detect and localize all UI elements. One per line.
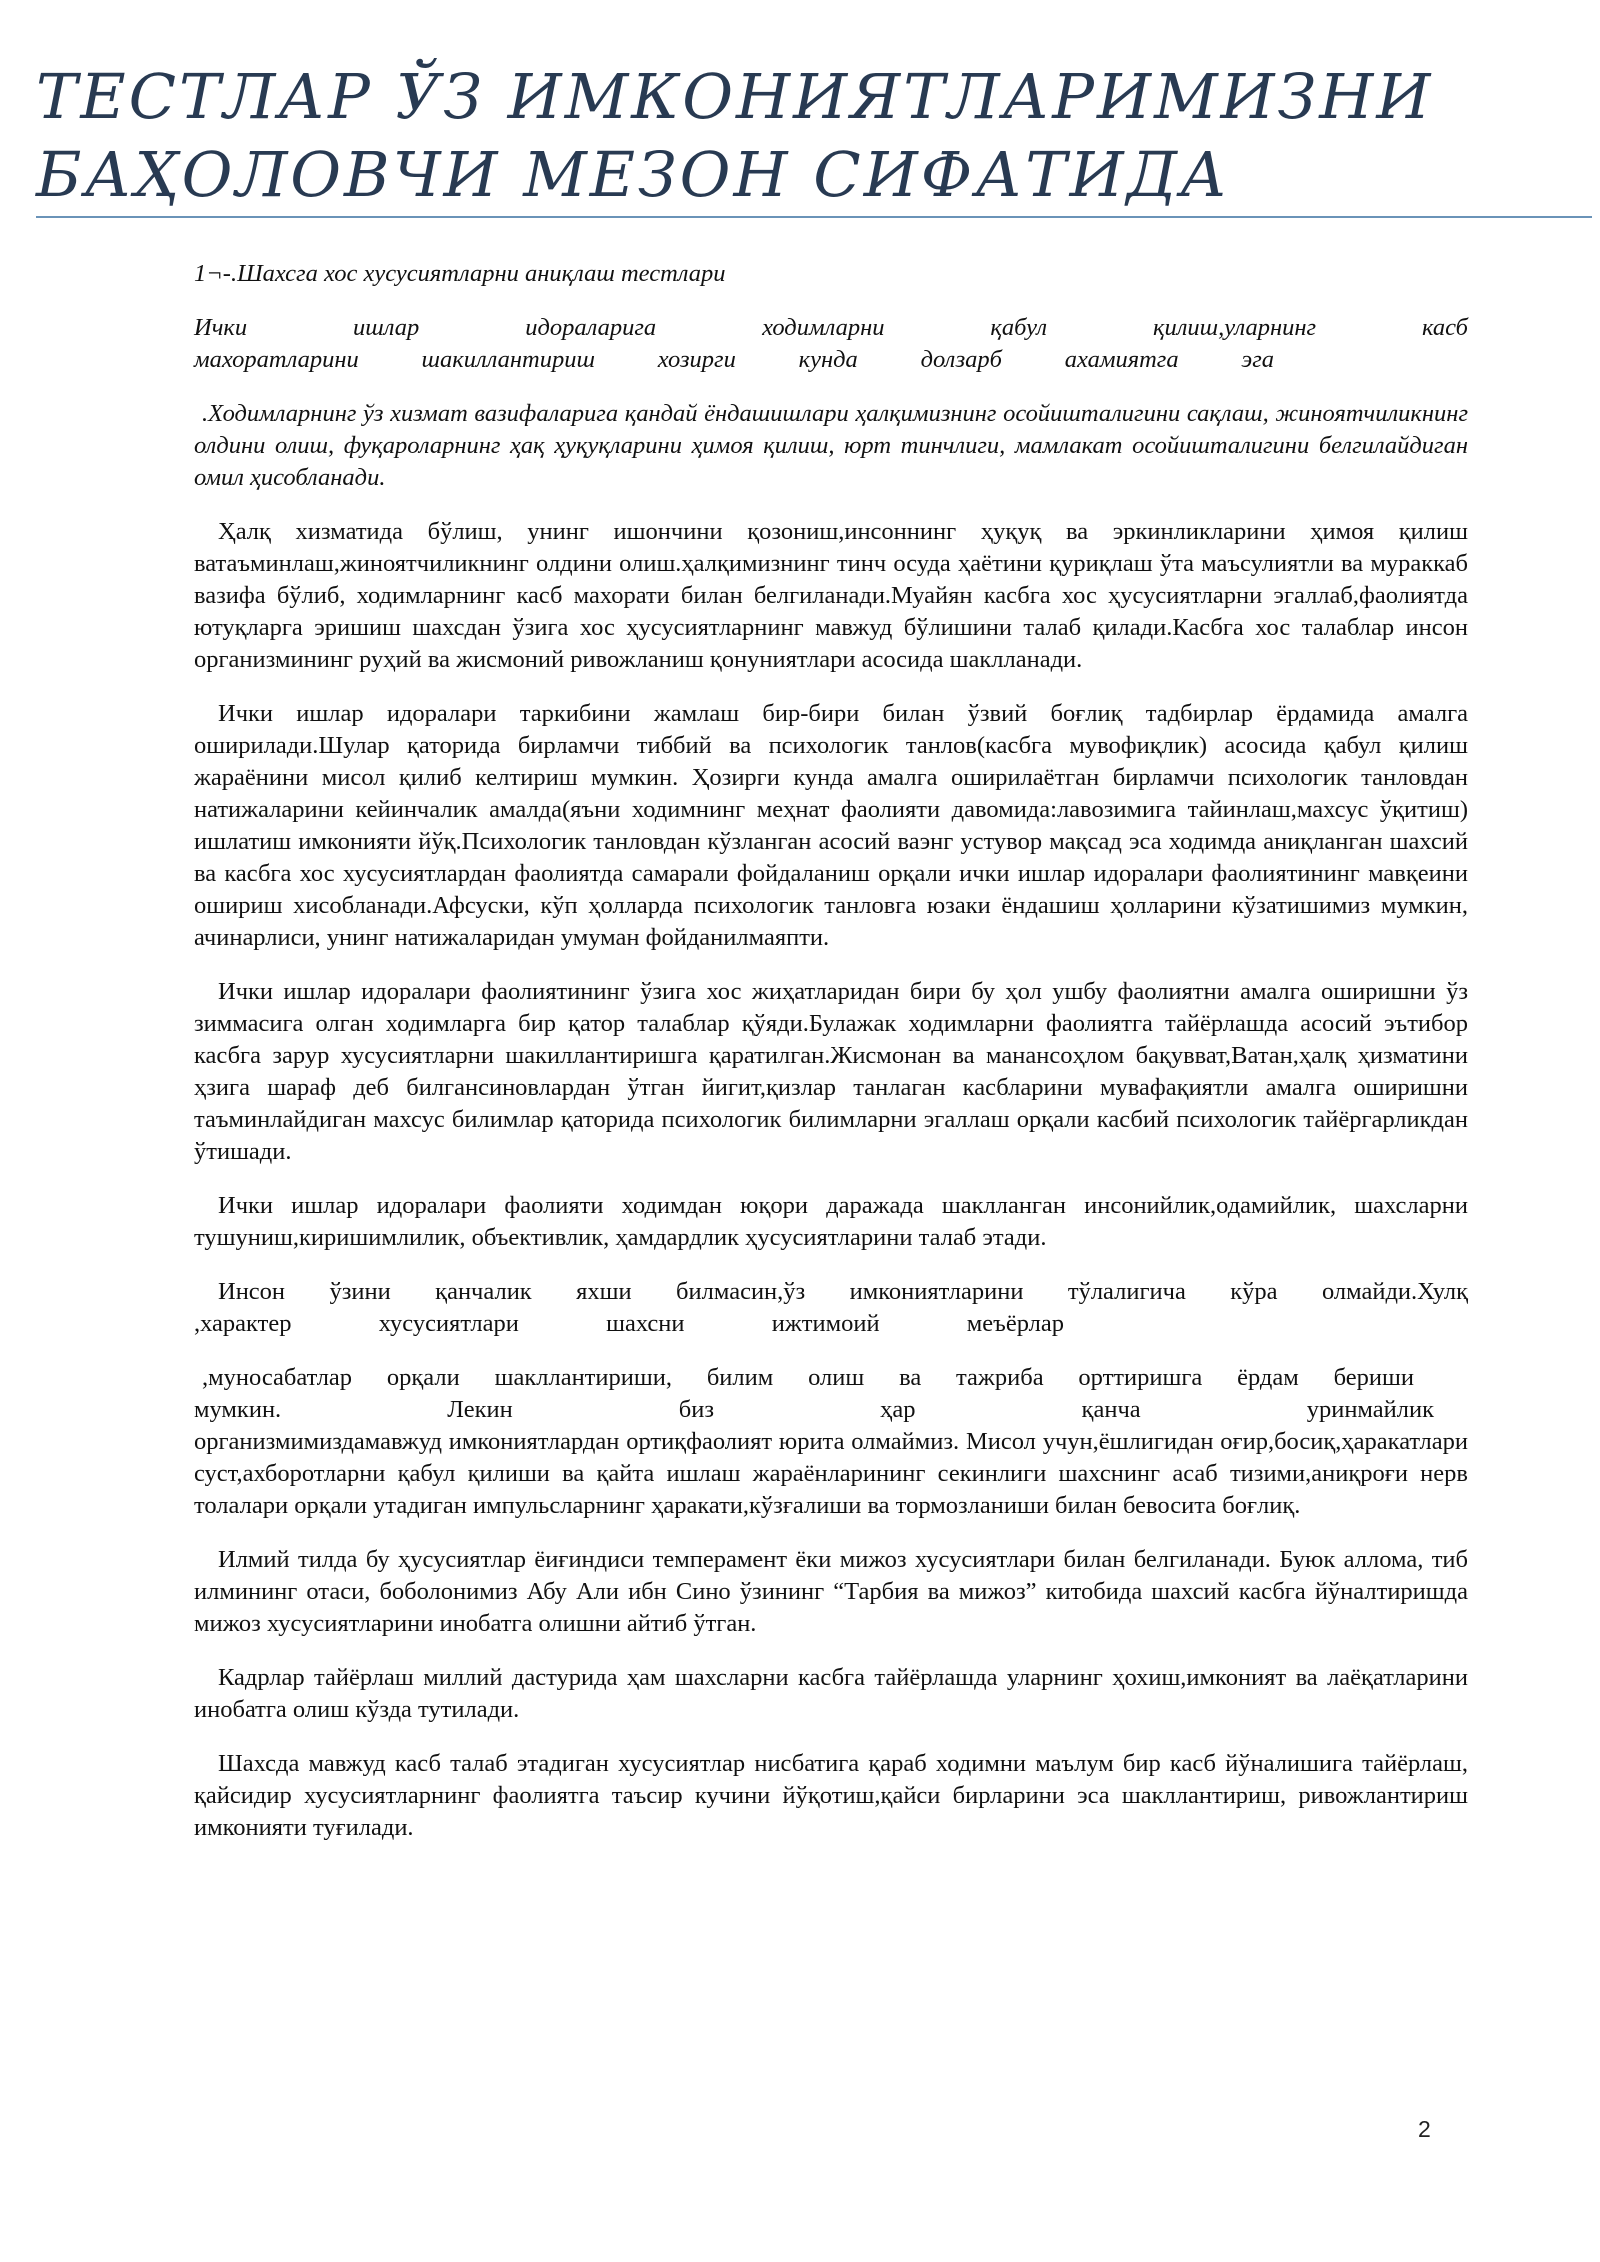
title-line-1: ТЕСТЛАР ЎЗ ИМКОНИЯТЛАРИМИЗНИ xyxy=(36,60,1434,133)
paragraph-8-line-2: мумкин. Лекин биз ҳар қанча уринмайлик xyxy=(194,1396,1434,1423)
paragraph-6: Ички ишлар идоралари фаолияти ходимдан юқори даражада шаклланган инсонийлик,одамийлик, шахсларни тушуниш,киришимлилик, объективлик, ҳамдардлик ҳусусиятларини талаб этади. xyxy=(194,1192,1468,1251)
title-line-2: БАҲОЛОВЧИ МЕЗОН СИФАТИДА xyxy=(36,138,1230,211)
paragraph-10: Кадрлар тайёрлаш миллий дастурида ҳам шахсларни касбга тайёрлашда уларнинг ҳохиш,имконият ва лаёқатларини инобатга олиш кўзда тутилади. xyxy=(194,1664,1468,1723)
paragraph-7-line-2: ,характер хусусиятлари шахсни ижтимоий меъёрлар xyxy=(194,1310,1064,1337)
title-underline xyxy=(36,216,1592,218)
paragraph-7-line-1: Инсон ўзини қанчалик яхши билмасин,ўз имкониятларини тўлалигича кўра олмайди.Хулқ xyxy=(218,1278,1468,1305)
document-body xyxy=(194,258,1468,1866)
paragraph-1-line-2: махоратларини шакиллантириш хозирги кунда долзарб ахамиятга эга xyxy=(194,346,1274,373)
paragraph-1 xyxy=(194,312,1468,376)
page-number: 2 xyxy=(1418,2116,1431,2142)
paragraph-9: Илмий тилда бу ҳусусиятлар ёиғиндиси темперамент ёки мижоз хусусиятлари билан белгиланади. Буюк аллома, тиб илмининг отаси, боболонимиз Абу Али ибн Сино ўзининг “Тарбия ва мижоз” китобида шахсий касбга йўналтиришда мижоз хусусиятларини инобатга олишни айтиб ўтган. xyxy=(194,1546,1468,1637)
paragraph-3: Ҳалқ хизматида бўлиш, унинг ишончини қозониш,инсоннинг ҳуқуқ ва эркинликларини ҳимоя қилиш ватаъминлаш,жиноятчиликнинг олдини олиш.ҳалқимизнинг тинч осуда ҳаётини қуриқлаш ўта маъсулиятли ва мураккаб вазифа бўлиб, ходимларнинг касб махорати билан белгиланади.Муайян касбга хос ҳусусиятларни эгаллаб,фаолиятда ютуқларга эришиш шахсдан ўзига хос ҳусусиятларнинг мавжуд бўлишини талаб қилади.Касбга хос талаблар инсон организмининг руҳий ва жисмоний ривожланиш қонуниятлари асосида шаклланади. xyxy=(194,518,1468,673)
paragraph-2: .Ходимларнинг ўз хизмат вазифаларига қандай ёндашишлари ҳалқимизнинг осойишталигини сақлаш, жиноятчиликнинг олдини олиш, фуқароларнинг ҳақ ҳуқуқларини ҳимоя қилиш, юрт тинчлиги, мамлакат осойишталигини белгилайдиган омил ҳисобланади. xyxy=(194,400,1468,491)
section-subtitle: 1¬-.Шахсга хос хусусиятларни аниқлаш тестлари xyxy=(194,260,726,287)
paragraph-7 xyxy=(194,1276,1468,1340)
paragraph-8-line-1: ,муносабатлар орқали шакллантириши, билим олиш ва тажриба орттиришга ёрдам бериши xyxy=(202,1364,1414,1391)
paragraph-11: Шахсда мавжуд касб талаб этадиган хусусиятлар нисбатига қараб ходимни маълум бир касб йўналишига тайёрлаш, қайсидир хусусиятларнинг фаолиятга таъсир кучини йўқотиш,қайси бирларини эса шакллантириш, ривожлантириш имконияти туғилади. xyxy=(194,1750,1468,1841)
paragraph-8-rest: организмимиздамавжуд имкониятлардан ортиқфаолият юрита олмаймиз. Мисол учун,ёшлигидан оғир,босиқ,ҳаракатлари суст,ахборотларни қабул қилиши ва қайта ишлаш жараёнларининг секинлиги шахснинг асаб тизими,аниқроғи нерв толалари орқали утадиган импульсларнинг ҳаракати,кўзғалиши ва тормозланиши билан бевосита боғлиқ. xyxy=(194,1428,1468,1519)
paragraph-8 xyxy=(194,1362,1468,1522)
paragraph-5: Ички ишлар идоралари фаолиятининг ўзига хос жиҳатларидан бири бу ҳол ушбу фаолиятни амалга оширишни ўз зиммасига олган ходимларга бир қатор талаблар қўяди.Булажак ходимларни фаолиятга тайёрлашда асосий эътибор касбга зарур хусусиятларни шакиллантиришга қаратилган.Жисмонан ва манансоҳлом бақувват,Ватан,ҳалқ ҳизматини ҳзига шараф деб билгансиновлардан ўтган йигит,қизлар танлаган касбларини мувафақиятли амалга оширишни таъминлайдиган махсус билимлар қаторида психологик билимларни эгаллаш орқали касбий психологик тайёргарликдан ўтишади. xyxy=(194,978,1468,1165)
paragraph-4: Ички ишлар идоралари таркибини жамлаш бир-бири билан ўзвий боғлиқ тадбирлар ёрдамида амалга оширилади.Шулар қаторида бирламчи тиббий ва психологик танлов(касбга мувофиқлик) асосида қабул қилиш жараёнини мисол қилиб келтириш мумкин. Ҳозирги кунда амалга оширилаётган бирламчи психологик танловдан натижаларини кейинчалик амалда(яъни ходимнинг меҳнат фаолияти давомида:лавозимига тайинлаш,махсус ўқитиш) ишлатиш имконияти йўқ.Психологик танловдан кўзланган асосий ваэнг устувор мақсад эса ходимда аниқланган шахсий ва касбга хос хусусиятлардан фаолиятда самарали фойдаланиш орқали ички ишлар идоралари фаолиятининг мавқеини ошириш хисобланади.Афсуски, кўп ҳолларда психологик танловга юзаки ёндашиш ҳолларини кўзатишимиз мумкин, ачинарлиси, унинг натижаларидан умуман фойданилмаяпти. xyxy=(194,700,1468,951)
paragraph-1-line-1: Ички ишлар идораларига ходимларни қабул қилиш,уларнинг касб xyxy=(194,314,1468,341)
document-title xyxy=(36,58,1592,214)
